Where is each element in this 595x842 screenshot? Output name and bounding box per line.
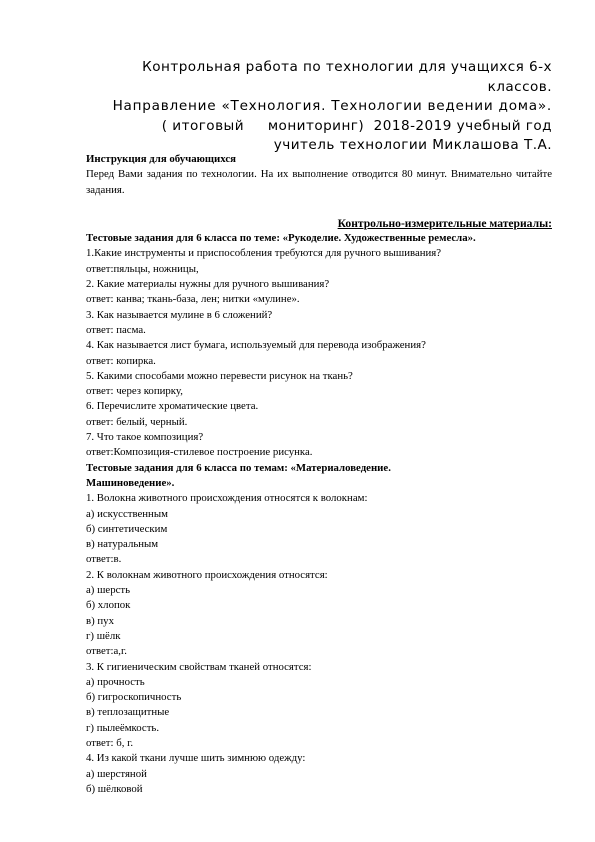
spacer (86, 198, 552, 216)
question-line: 2. Какие материалы нужны для ручного вышивания? (86, 278, 330, 291)
document-body (86, 152, 552, 797)
question-line: а) прочность (86, 675, 145, 688)
question-line: 1.Какие инструменты и приспособления требуются для ручного вышивания? (86, 247, 442, 260)
question-line: а) шерстяной (86, 767, 147, 780)
question-line: ответ:Композиция-стилевое построение рисунка. (86, 446, 313, 459)
question-line: 2. К волокнам животного происхождения относятся: (86, 568, 328, 581)
header-line-1: Контрольная работа по технологии для учащихся 6-х (142, 59, 552, 75)
question-line: ответ: копирка. (86, 354, 156, 367)
question-line: б) шёлковой (86, 782, 143, 795)
section2-list (86, 491, 552, 797)
question-line: 4. Из какой ткани лучше шить зимнюю одежду: (86, 752, 306, 765)
question-line: 3. Как называется мулине в 6 сложений? (86, 308, 273, 321)
question-line: ответ:в. (86, 553, 122, 566)
question-line: г) шёлк (86, 629, 121, 642)
header-line-2: классов. (487, 78, 552, 95)
question-line: 1. Волокна животного происхождения относятся к волокнам: (86, 492, 368, 505)
question-line: б) хлопок (86, 599, 131, 612)
question-line: ответ: канва; ткань-база, лен; нитки «мулине». (86, 293, 300, 306)
question-line: б) синтетическим (86, 522, 168, 535)
question-line: 7. Что такое композиция? (86, 431, 204, 444)
document-header (92, 58, 552, 156)
question-line: а) шерсть (86, 584, 131, 597)
question-line: ответ:а,г. (86, 645, 127, 658)
question-line: 6. Перечислите хроматические цвета. (86, 400, 259, 413)
section1-list (86, 246, 552, 460)
header-line-3: Направление «Технология. Технологии ведении дома». (112, 98, 552, 115)
question-line: в) пух (86, 614, 114, 627)
question-line: ответ: белый, черный. (86, 415, 188, 428)
instruction-text: Перед Вами задания по технологии. На их выполнение отводится 80 минут. Внимательно читайте задания. (86, 168, 552, 196)
question-line: в) теплозащитные (86, 706, 170, 719)
header-line-4: ( итоговый мониторинг) 2018-2019 учебный год (161, 117, 552, 134)
question-line: в) натуральным (86, 538, 159, 551)
question-line: 4. Как называется лист бумага, используемый для перевода изображения? (86, 339, 426, 352)
question-line: 3. К гигиеническим свойствам тканей относятся: (86, 660, 312, 673)
materials-title: Контрольно-измерительные материалы: (337, 216, 552, 230)
question-line: ответ: пасма. (86, 323, 146, 336)
question-line: ответ: б, г. (86, 736, 134, 749)
question-line: г) пылеёмкость. (86, 721, 160, 734)
question-line: а) искусственным (86, 507, 168, 520)
section1-title: Тестовые задания для 6 класса по теме: «Рукоделие. Художественные ремесла». (86, 232, 476, 245)
question-line: б) гигроскопичность (86, 691, 182, 704)
instruction-title: Инструкция для обучающихся (86, 153, 236, 165)
question-line: 5. Какими способами можно перевести рисунок на ткань? (86, 369, 353, 382)
header-line-5: учитель технологии Миклашова Т.А. (273, 137, 552, 154)
question-line: ответ: через копирку, (86, 385, 183, 398)
question-line: ответ:пяльцы, ножницы, (86, 262, 199, 275)
section2-title: Тестовые задания для 6 класса по темам: «Материаловедение. Машиноведение». (86, 461, 391, 489)
